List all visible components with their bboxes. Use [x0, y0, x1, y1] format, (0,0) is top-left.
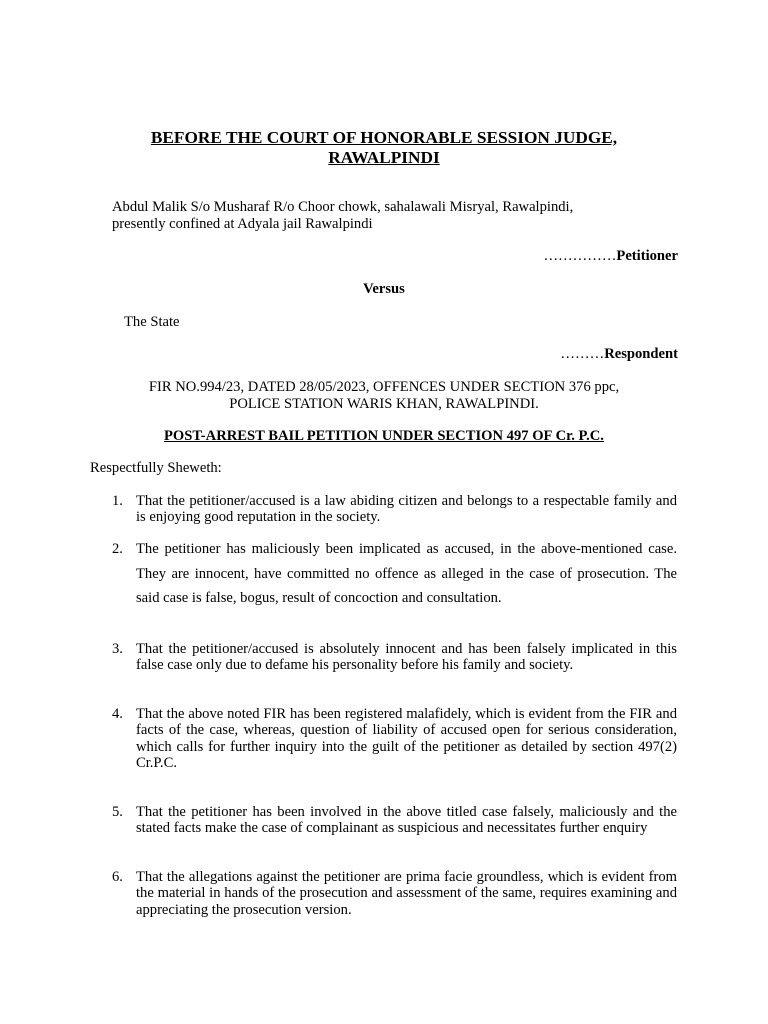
list-item-text: That the allegations against the petitioner are prima facie groundless, which is evident from the material in hands of the prosecution and assessment of the same, requires examining and appreciating the prosecution version.: [136, 869, 677, 918]
list-item-number: 5.: [112, 804, 123, 820]
court-title-line-1: BEFORE THE COURT OF HONORABLE SESSION JUDGE,: [150, 128, 618, 147]
list-item-number: 4.: [112, 706, 123, 722]
list-item-text: That the above noted FIR has been registered malafidely, which is evident from the FIR and facts of the case, whereas, question of liability of accused open for serious consideration, which calls for further inquiry into the guilt of the petitioner as detailed by section 497(2) Cr.P.C.: [136, 706, 677, 772]
salutation: Respectfully Sheweth:: [90, 460, 222, 476]
list-item-text: That the petitioner has been involved in the above titled case falsely, maliciously and the stated facts make the case of complainant as suspicious and necessitates further enquiry: [136, 804, 677, 837]
petitioner-details: [112, 199, 682, 233]
respondent-label-row: [560, 346, 678, 363]
list-item-text: That the petitioner/accused is absolutely innocent and has been falsely implicated in this false case only due to defame his personality before his family and society.: [136, 641, 677, 674]
list-item-text: The petitioner has maliciously been implicated as accused, in the above-mentioned case. They are innocent, have committed no offence as alleged in the case of prosecution. The said case is false, bogus, result of concoction and consultation.: [136, 541, 677, 607]
list-item-number: 2.: [112, 541, 123, 557]
court-title-line-2: RAWALPINDI: [328, 148, 440, 167]
court-title: [100, 128, 668, 168]
petition-heading: POST-ARREST BAIL PETITION UNDER SECTION 497 OF Cr. P.C.: [164, 428, 604, 444]
list-item-number: 6.: [112, 869, 123, 885]
fir-details: [0, 379, 768, 413]
petitioner-details-line-2: presently confined at Adyala jail Rawalpindi: [112, 216, 373, 232]
petitioner-details-line-1: Abdul Malik S/o Musharaf R/o Choor chowk, sahalawali Misryal, Rawalpindi,: [112, 199, 574, 215]
petitioner-dots: ……………: [543, 248, 617, 264]
petitioner-label-row: [543, 248, 678, 265]
list-item-number: 1.: [112, 493, 123, 509]
respondent-label: Respondent: [604, 346, 678, 362]
respondent-dots: ………: [560, 346, 605, 362]
versus-heading: Versus: [363, 281, 405, 297]
fir-details-line-1: FIR NO.994/23, DATED 28/05/2023, OFFENCES UNDER SECTION 376 ppc,: [148, 379, 620, 395]
respondent-name: The State: [124, 314, 180, 330]
petitioner-label: Petitioner: [616, 248, 678, 264]
fir-details-line-2: POLICE STATION WARIS KHAN, RAWALPINDI.: [229, 396, 539, 412]
list-item-number: 3.: [112, 641, 123, 657]
list-item-text: That the petitioner/accused is a law abiding citizen and belongs to a respectable family and is enjoying good reputation in the society.: [136, 493, 677, 526]
